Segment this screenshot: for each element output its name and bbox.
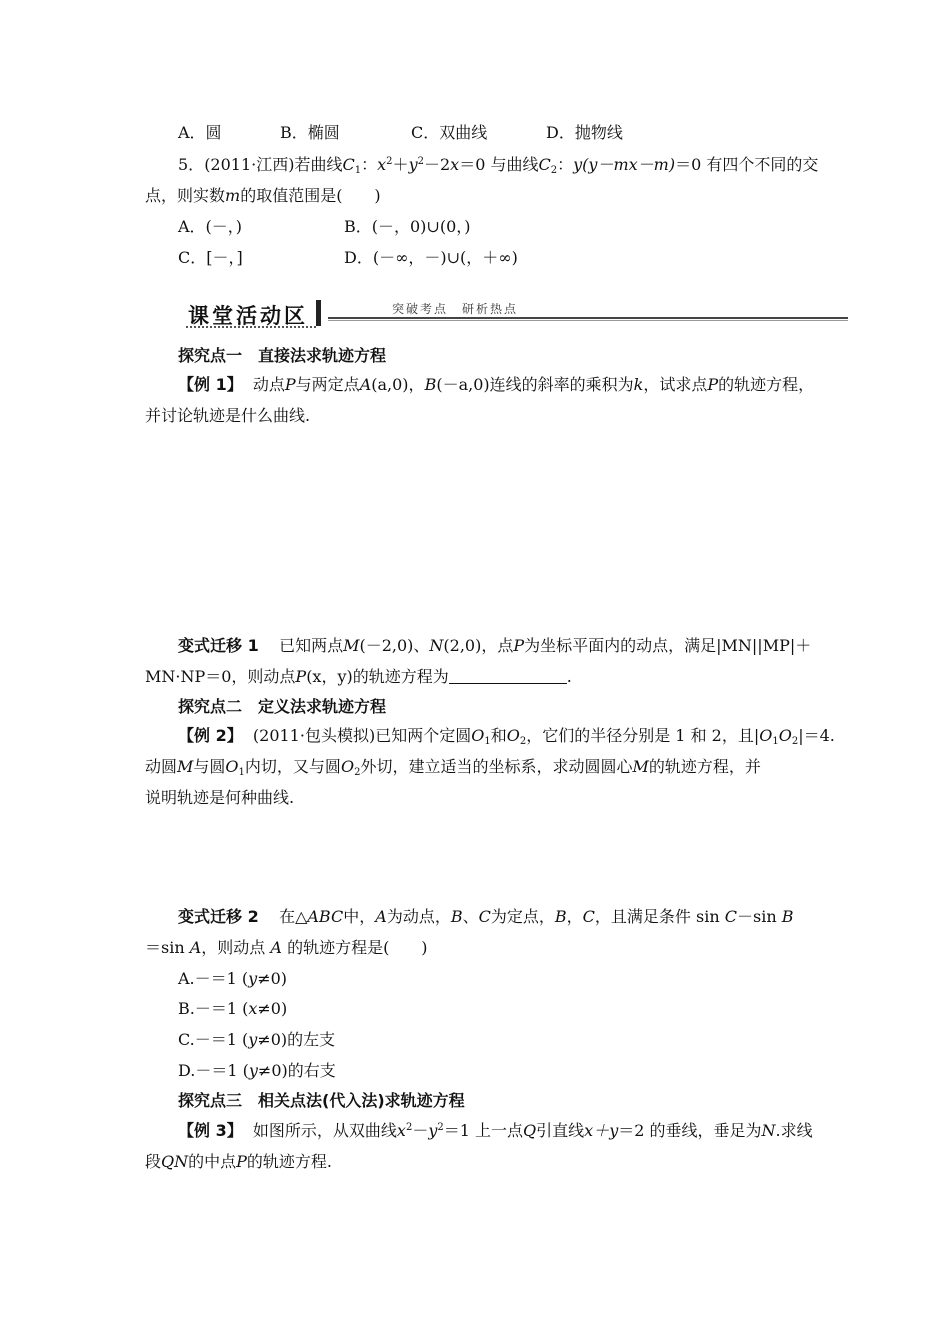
ex3-t5: .求线 [775, 1121, 813, 1140]
q5-source: (2011·江西) [204, 155, 295, 174]
q5-sq: 2 [386, 156, 393, 167]
q4-option-a: A．圆 [178, 123, 222, 142]
v2-t4: 为定点， [490, 907, 555, 926]
banner-rule [328, 317, 848, 319]
variant2-option-b [178, 999, 287, 1019]
q4-option-c: C．双曲线 [411, 123, 488, 142]
v2-opt-b-post: ≠0) [257, 999, 288, 1018]
v1-n-arg: (2,0) [443, 636, 482, 655]
q5-c1-sub: 1 [354, 165, 362, 176]
ex2-l2b: 与圆 [193, 757, 226, 776]
q5-x2: x [450, 155, 460, 174]
v1-l2b: 的轨迹方程为 [352, 667, 449, 686]
v1-t1: 已知两点 [279, 636, 344, 655]
variant2-label: 变式迁移 2 [178, 907, 259, 926]
v2-opt-c-pre: C.－＝1 ( [178, 1030, 249, 1049]
ex2-l2a: 动圆 [145, 757, 178, 776]
v2-opt-b-pre: B.－＝1 ( [178, 999, 249, 1018]
variant1-line1 [178, 636, 811, 656]
ex1-sep: ， [408, 375, 425, 394]
ex3-n: N [761, 1121, 776, 1140]
v2-t2: 中， [343, 907, 376, 926]
ex3-l2a: 段 [145, 1152, 162, 1171]
example3-line1 [178, 1121, 813, 1141]
ex2-o2-sub: 2 [519, 736, 527, 747]
v1-m-arg: (－2,0) [359, 636, 414, 655]
q4-option-b: B．椭圆 [280, 123, 340, 142]
ex2-source: (2011·包头模拟) [252, 726, 376, 745]
ex2-l2c: 内切，又与圆 [244, 757, 341, 776]
v2-opt-a-var: y [248, 969, 258, 988]
ex1-b: B [424, 375, 437, 394]
ex1-p2: P [707, 375, 719, 394]
q4-option-d: D．抛物线 [546, 123, 623, 142]
example1-label: 【例 1】 [178, 375, 243, 394]
q5-number: 5． [178, 155, 205, 174]
v2-t3: 为动点， [386, 907, 451, 926]
q5-plus: ＋ [392, 155, 409, 174]
v1-period: . [566, 667, 572, 686]
variant2-option-d [178, 1061, 336, 1081]
ex1-p: P [284, 375, 296, 394]
ex2-t3: |＝4. [798, 726, 835, 745]
ex2-l2d: 外切，建立适当的坐标系，求动圆圆心 [360, 757, 633, 776]
ex2-o2c: O [340, 757, 355, 776]
q5-x: x [377, 155, 387, 174]
section1-heading: 探究点一 直接法求轨迹方程 [178, 346, 387, 365]
ex3-t4: ＝2 的垂线，垂足为 [618, 1121, 762, 1140]
v2-opt-c-var: y [248, 1030, 258, 1049]
variant2-option-a [178, 969, 287, 989]
ex3-l2c: 的轨迹方程. [246, 1152, 333, 1171]
v2-l2a: ＝sin [145, 938, 185, 957]
v2-abc: ABC [307, 907, 344, 926]
example1-line2: 并讨论轨迹是什么曲线. [145, 406, 311, 425]
q5-line1 [178, 155, 818, 175]
ex2-t1: 已知两个定圆 [375, 726, 472, 745]
q5-colon2: ： [557, 155, 574, 174]
variant1-line2 [145, 667, 572, 687]
ex3-p: P [236, 1152, 247, 1171]
ex2-o1b-sub: 1 [772, 736, 779, 747]
ex1-a-arg: (a,0) [371, 375, 409, 394]
v2-l2c: 的轨迹方程是( ) [287, 938, 428, 957]
example3-label: 【例 3】 [178, 1121, 243, 1140]
example3-line2 [145, 1152, 332, 1172]
q5-sq2: 2 [417, 156, 424, 167]
ex3-x: x [396, 1121, 406, 1140]
q5-option-d: D．(－∞，－)∪(，＋∞) [344, 248, 518, 267]
banner-subtitle: 突破考点 研析热点 [392, 302, 519, 316]
q5-option-c: C．[－，] [178, 248, 243, 267]
variant2-line2 [145, 938, 428, 958]
v2-opt-c-post: ≠0)的左支 [257, 1030, 336, 1049]
ex2-o2c-sub: 2 [354, 767, 361, 778]
v2-opt-b-var: x [248, 999, 258, 1018]
q5-m: m [225, 186, 241, 205]
v2-opt-d-post: ≠0)的右支 [257, 1061, 336, 1080]
section2-heading: 探究点二 定义法求轨迹方程 [178, 697, 387, 716]
example2-line3: 说明轨迹是何种曲线. [145, 788, 295, 807]
ex1-b-arg: (－a,0) [436, 375, 490, 394]
ex2-o1c-sub: 1 [238, 767, 245, 778]
ex2-o2: O [506, 726, 520, 745]
v2-l2b: ，则动点 [201, 938, 266, 957]
v2-b: B [450, 907, 463, 926]
ex1-t2: 与两定点 [295, 375, 360, 394]
q5-text2: ＝0 有四个不同的交 [675, 155, 819, 174]
ex3-y: y [428, 1121, 438, 1140]
ex3-qn: QN [161, 1152, 189, 1171]
q5-y: y [408, 155, 418, 174]
v2-b2: B [554, 907, 567, 926]
ex2-t2: ，它们的半径分别是 1 和 2，且| [526, 726, 760, 745]
example2-line2 [145, 757, 761, 777]
v2-c3: C [724, 907, 737, 926]
v1-t3: 为坐标平面内的动点，满足|MN||MP|＋ [524, 636, 812, 655]
ex2-l2e: 的轨迹方程，并 [648, 757, 761, 776]
v2-t1: 在△ [279, 907, 308, 926]
v2-t5: ，且满足条件 sin [594, 907, 720, 926]
ex1-t5: 的轨迹方程， [718, 375, 815, 394]
q5-c2: C [538, 155, 551, 174]
ex3-xpy: x＋y [584, 1121, 619, 1140]
ex1-t1: 动点 [252, 375, 285, 394]
q5-eq-end: ＝0 与曲线 [459, 155, 539, 174]
ex2-m: M [177, 757, 194, 776]
v1-p: P [513, 636, 525, 655]
variant2-option-c [178, 1030, 335, 1050]
v2-dun: 、 [462, 907, 479, 926]
ex3-l2b: 的中点 [188, 1152, 237, 1171]
ex3-q: Q [523, 1121, 537, 1140]
v2-a2: A [189, 938, 202, 957]
ex2-o1-sub: 1 [484, 736, 491, 747]
ex2-o1: O [471, 726, 485, 745]
v2-t6: －sin [736, 907, 777, 926]
ex2-o2b-sub: 2 [791, 736, 799, 747]
ex3-minus: － [412, 1121, 429, 1140]
example2-label: 【例 2】 [178, 726, 243, 745]
ex1-a: A [359, 375, 372, 394]
ex3-sq2: 2 [437, 1122, 444, 1133]
q5-option-a: A．(－，) [178, 217, 243, 236]
v2-opt-d-pre: D.－＝1 ( [178, 1061, 249, 1080]
ex1-t3: 连线的斜率的乘积为 [489, 375, 634, 394]
v2-comma: ， [566, 907, 583, 926]
v2-b3: B [781, 907, 794, 926]
v2-opt-a-pre: A.－＝1 ( [178, 969, 249, 988]
answer-blank[interactable] [449, 669, 567, 684]
ex2-he: 和 [490, 726, 507, 745]
banner-divider-bar [316, 300, 321, 326]
q5-eq2: y(y－mx－m) [573, 155, 676, 174]
v2-c2: C [582, 907, 595, 926]
ex3-sq: 2 [405, 1122, 413, 1133]
banner-title: 课堂活动区 [188, 304, 308, 328]
q5-line2-b: 的取值范围是( ) [240, 186, 381, 205]
ex2-o1b: O [759, 726, 773, 745]
ex1-k: k [633, 375, 644, 394]
q5-option-b: B．(－，0)∪(0，) [344, 217, 471, 236]
v1-p2: P [295, 667, 307, 686]
v1-p-arg: (x，y) [306, 667, 353, 686]
v1-l2a: MN·NP＝0，则动点 [145, 667, 296, 686]
v1-t2: ，点 [481, 636, 514, 655]
v1-dun: 、 [413, 636, 430, 655]
banner-rule-thin [328, 320, 848, 321]
ex2-o1c: O [225, 757, 239, 776]
ex2-o2b: O [778, 726, 792, 745]
variant2-line1 [178, 907, 793, 927]
q5-c2-sub: 2 [550, 165, 558, 176]
q5-line2-a: 点，则实数 [145, 186, 226, 205]
ex3-t2: ＝1 上一点 [443, 1121, 524, 1140]
section3-heading: 探究点三 相关点法(代入法)求轨迹方程 [178, 1091, 465, 1110]
ex3-t3: 引直线 [536, 1121, 585, 1140]
q5-line2 [145, 186, 381, 206]
v2-c: C [478, 907, 491, 926]
v1-n: N [429, 636, 444, 655]
example2-line1 [178, 726, 835, 746]
v2-a3: A [270, 938, 282, 957]
q5-eq-rest: －2 [423, 155, 451, 174]
q5-c1: C [342, 155, 355, 174]
ex2-m2: M [632, 757, 649, 776]
ex1-t4: ，试求点 [643, 375, 708, 394]
v1-m: M [343, 636, 360, 655]
v2-a: A [375, 907, 387, 926]
q5-colon: ： [361, 155, 378, 174]
variant1-label: 变式迁移 1 [178, 636, 259, 655]
q5-text: 若曲线 [294, 155, 343, 174]
ex3-t1: 如图所示，从双曲线 [252, 1121, 397, 1140]
v2-opt-d-var: y [248, 1061, 258, 1080]
v2-opt-a-post: ≠0) [257, 969, 288, 988]
example1-line1 [178, 375, 814, 395]
section-banner [182, 298, 850, 332]
banner-dotted-rule [186, 326, 316, 328]
